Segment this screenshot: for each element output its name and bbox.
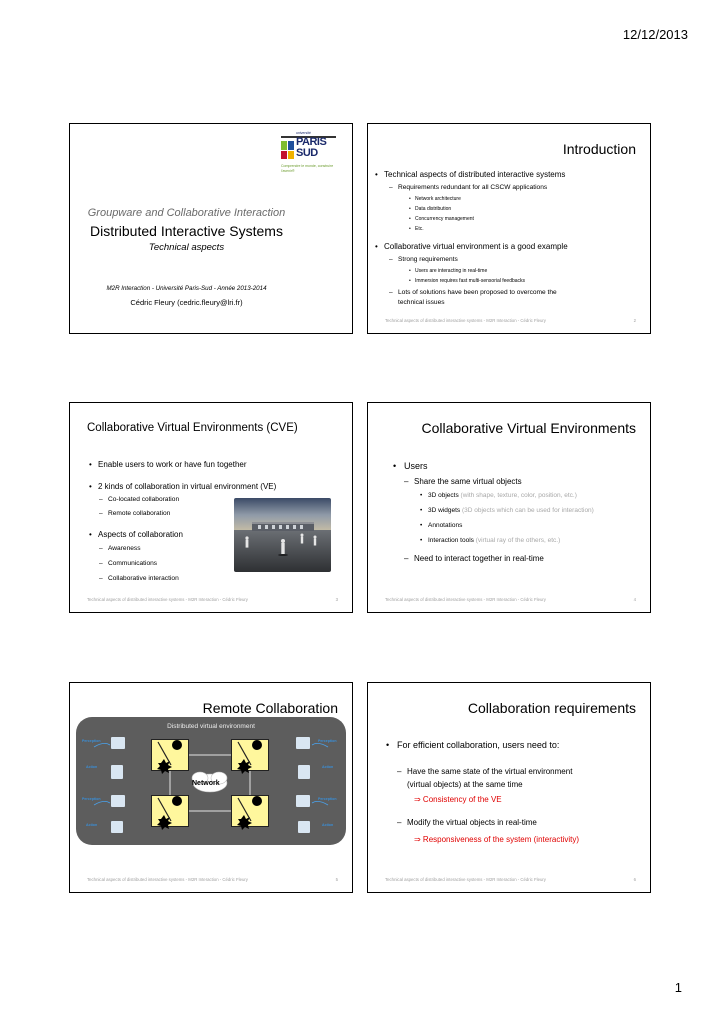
sub-bullet: – Need to interact together in real-time	[414, 554, 544, 563]
sub-sub-bullet: • Users are interacting in real-time	[415, 268, 487, 274]
list-item: • 3D objects (with shape, texture, color, position, etc.)	[428, 492, 577, 499]
action-tag: Action	[322, 823, 334, 827]
bullet: • Collaborative virtual environment is a good example	[384, 242, 568, 251]
slide-footer: Technical aspects of distributed interactive systems - M2R Interaction - Cédric Fleury	[385, 597, 546, 602]
course-tagline: Technical aspects	[148, 242, 225, 253]
perception-tag: Perception	[82, 797, 101, 801]
sub-bullet: – Lots of solutions have been proposed to overcome the	[398, 289, 557, 296]
slide-number: 3	[335, 597, 338, 602]
slide-title: Collaborative Virtual Environments (CVE)	[87, 422, 298, 434]
diagram-label: Distributed virtual environment	[167, 723, 255, 730]
sub-bullet: – Co-located collaboration	[108, 496, 179, 503]
slide-3	[69, 402, 353, 613]
bullet: • 2 kinds of collaboration in virtual environment (VE)	[98, 482, 276, 491]
slide-title: Collaborative Virtual Environments	[421, 420, 636, 436]
slide-5	[69, 682, 353, 893]
bullet: • Users	[404, 461, 428, 471]
logo-small-text: université	[296, 131, 311, 135]
sub-sub-bullet: • Immersion requires fast multi-sensorial feedbacks	[415, 278, 525, 284]
sub-sub-bullet: • Etc.	[415, 226, 424, 232]
course-program: M2R Interaction - Université Paris-Sud - Année 2013-2014	[106, 285, 267, 292]
list-item: • Interaction tools (virtual ray of the others, etc.)	[428, 537, 560, 544]
sub-bullet: – Strong requirements	[398, 256, 458, 263]
bullet: • Enable users to work or have fun together	[98, 460, 247, 469]
perception-tag: Perception	[318, 739, 337, 743]
sub-sub-bullet: • Data distribution	[415, 206, 451, 212]
slide-number: 4	[633, 597, 636, 602]
slide-number: 2	[633, 318, 636, 323]
slide-number: 6	[633, 877, 636, 882]
bullet: • For efficient collaboration, users need to:	[397, 740, 559, 750]
bullet: • Technical aspects of distributed interactive systems	[384, 170, 565, 179]
slide-title: Collaboration requirements	[467, 700, 636, 716]
sub-bullet: – Communications	[108, 560, 157, 567]
slide-title: Remote Collaboration	[202, 700, 338, 716]
slide-4	[367, 402, 651, 613]
slide-footer: Technical aspects of distributed interactive systems - M2R Interaction - Cédric Fleury	[385, 318, 546, 323]
sub-bullet-continued: technical issues	[398, 299, 445, 306]
sub-sub-bullet: • Network architecture	[415, 196, 461, 202]
list-item: • 3D widgets (3D objects which can be used for interaction)	[428, 507, 594, 514]
course-title: Distributed Interactive Systems	[90, 223, 283, 239]
sub-bullet: – Share the same virtual objects	[414, 477, 522, 486]
slide-1	[69, 123, 353, 334]
page-date: 12/12/2013	[622, 27, 688, 42]
slide-footer: Technical aspects of distributed interactive systems - M2R Interaction - Cédric Fleury	[385, 877, 546, 882]
sub-bullet-continued: (virtual objects) at the same time	[407, 780, 523, 789]
sub-bullet: – Have the same state of the virtual environment	[407, 767, 572, 776]
sub-bullet: – Collaborative interaction	[108, 575, 179, 582]
sub-bullet: – Requirements redundant for all CSCW applications	[398, 184, 547, 191]
sub-bullet: – Modify the virtual objects in real-time	[407, 818, 537, 827]
action-tag: Action	[86, 823, 98, 827]
list-item: • Annotations	[428, 522, 462, 529]
bullet: • Aspects of collaboration	[98, 530, 183, 539]
slide-number: 5	[335, 877, 338, 882]
perception-tag: Perception	[318, 797, 337, 801]
sub-sub-bullet: • Concurrency management	[415, 216, 474, 222]
course-subtitle: Groupware and Collaborative Interaction	[87, 207, 286, 219]
logo-brand: PARIS SUD	[296, 136, 327, 159]
perception-tag: Perception	[82, 739, 101, 743]
responsiveness-result: ⇒ Responsiveness of the system (interactivity)	[414, 835, 579, 844]
course-author: Cédric Fleury (cedric.fleury@lri.fr)	[130, 298, 243, 307]
logo-tiles-icon	[281, 141, 294, 159]
logo-slogan: Comprendre le monde, construire l'avenir®	[281, 164, 334, 173]
action-tag: Action	[322, 765, 334, 769]
distributed-ve-diagram	[76, 717, 346, 845]
consistency-result: ⇒ Consistency of the VE	[414, 795, 502, 804]
slide-footer: Technical aspects of distributed interactive systems - M2R Interaction - Cédric Fleury	[87, 877, 248, 882]
network-label: Network	[192, 780, 220, 787]
cve-screenshot	[234, 498, 331, 572]
sub-bullet: – Remote collaboration	[108, 510, 170, 517]
slide-6	[367, 682, 651, 893]
slide-2	[367, 123, 651, 334]
sub-bullet: – Awareness	[108, 545, 141, 552]
page-number: 1	[674, 980, 682, 995]
slide-footer: Technical aspects of distributed interactive systems - M2R Interaction - Cédric Fleury	[87, 597, 248, 602]
action-tag: Action	[86, 765, 98, 769]
slide-title: Introduction	[562, 141, 636, 157]
